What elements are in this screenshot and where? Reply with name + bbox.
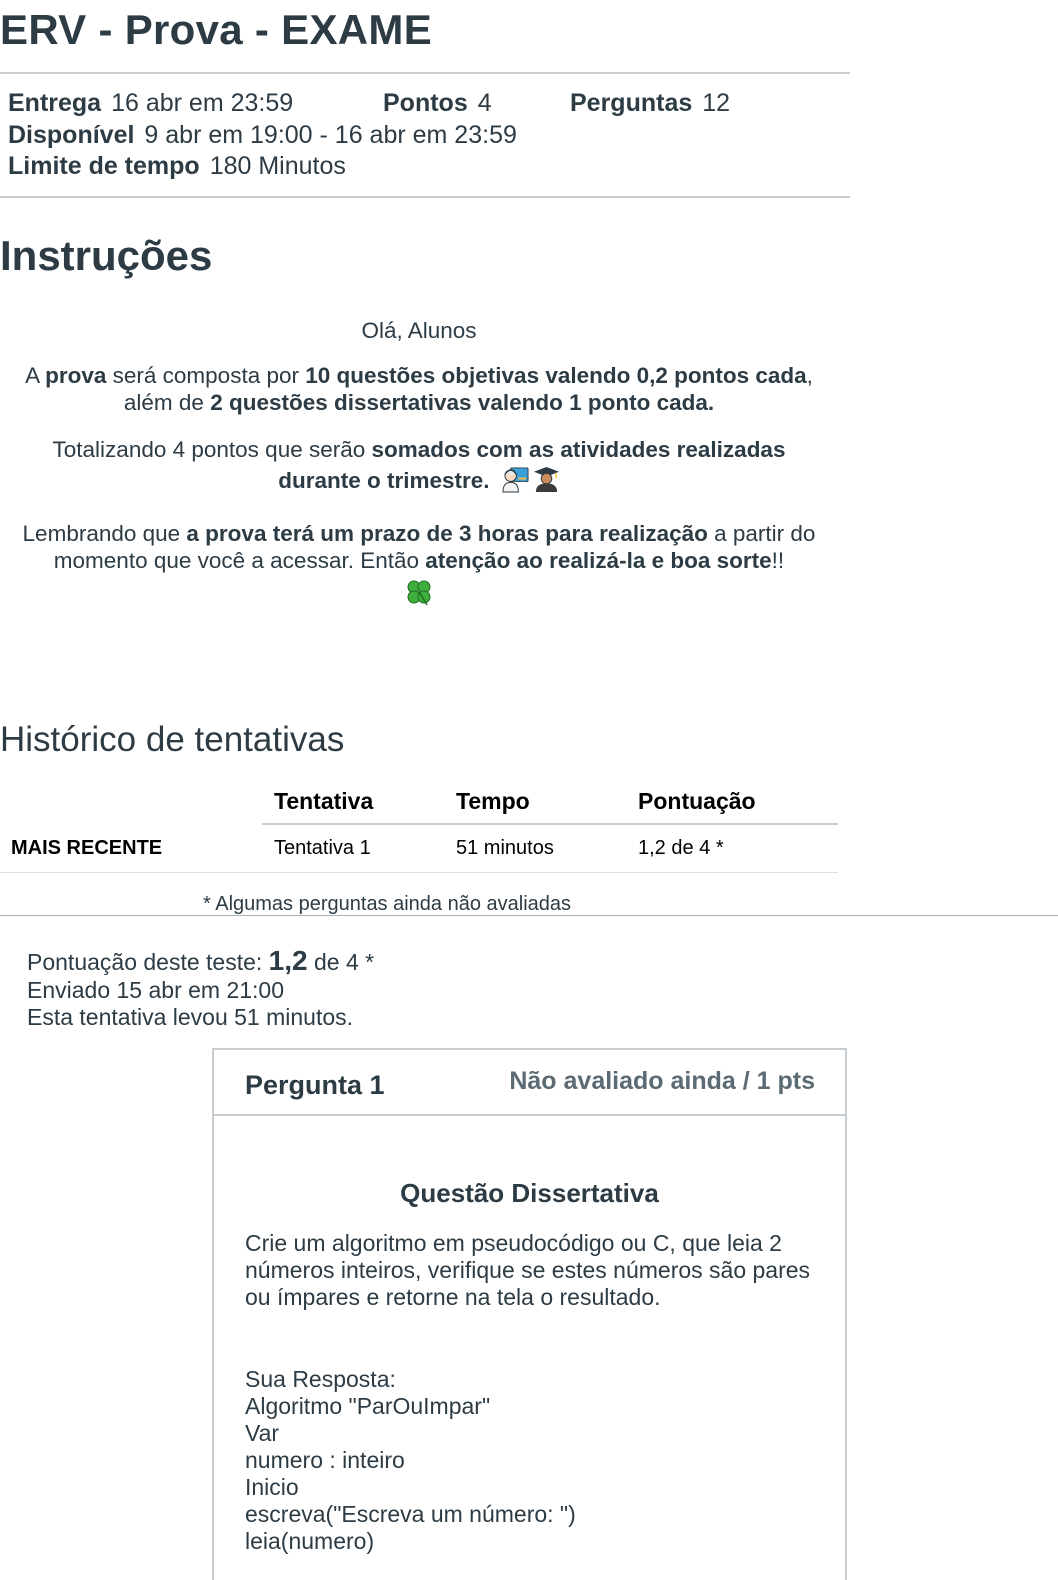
disponivel-label: Disponível	[8, 121, 135, 149]
four-leaf-clover-icon	[405, 578, 433, 606]
instructions-paragraph-3	[0, 520, 838, 574]
meta-entrega	[8, 89, 293, 118]
answer-line: leia(numero)	[245, 1528, 375, 1554]
disponivel-value: 9 abr em 19:00 - 16 abr em 23:59	[144, 121, 517, 149]
table-row-divider	[0, 872, 838, 873]
graduate-emoji-icon	[533, 466, 560, 493]
entrega-value: 16 abr em 23:59	[111, 89, 294, 117]
attempt-score: 1,2 de 4 *	[638, 837, 724, 859]
row-label: MAIS RECENTE	[11, 837, 163, 859]
meta-limite	[8, 152, 346, 181]
score-prefix: Pontuação deste teste:	[27, 949, 269, 975]
attempt-time: 51 minutos	[456, 837, 554, 859]
p3-bold-d: atenção ao realizá-la e boa sorte	[425, 548, 772, 573]
meta-perguntas	[570, 89, 730, 118]
submitted-date: Enviado 15 abr em 21:00	[27, 977, 285, 1003]
teacher-emoji-icon	[502, 466, 529, 493]
question-title: Pergunta 1	[245, 1070, 385, 1100]
p2-text-a: Totalizando 4 pontos que serão	[52, 437, 372, 462]
p1-text-e: , além de	[123, 363, 813, 415]
pontos-label: Pontos	[383, 89, 468, 117]
divider-top	[0, 72, 850, 74]
meta-pontos	[383, 89, 492, 118]
attempt-duration: Esta tentativa levou 51 minutos.	[27, 1004, 354, 1030]
question-card	[212, 1048, 847, 1580]
perguntas-label: Perguntas	[570, 89, 693, 117]
col-pontuacao: Pontuação	[638, 788, 756, 814]
answer-line: Var	[245, 1420, 280, 1446]
col-tentativa: Tentativa	[274, 788, 374, 814]
score-summary	[27, 945, 374, 977]
attempt-link[interactable]: Tentativa 1	[274, 837, 371, 859]
answer-line: Algoritmo "ParOuImpar"	[245, 1393, 491, 1419]
meta-disponivel	[8, 121, 517, 150]
p3-text-e: !!	[771, 548, 785, 573]
p3-text-a: Lembrando que	[22, 521, 187, 546]
p1-bold-f: 2 questões dissertativas valendo 1 ponto cada.	[210, 390, 715, 415]
entrega-label: Entrega	[8, 89, 102, 117]
table-header-divider	[262, 823, 838, 825]
history-footnote: * Algumas perguntas ainda não avaliadas	[203, 893, 572, 915]
p3-bold-b: a prova terá um prazo de 3 horas para realização	[186, 521, 708, 546]
answer-line: numero : inteiro	[245, 1447, 405, 1473]
col-tempo: Tempo	[456, 788, 530, 814]
pontos-value: 4	[477, 89, 492, 117]
answer-line: escreva("Escreva um número: ")	[245, 1501, 576, 1527]
instructions-heading: Instruções	[0, 232, 213, 279]
p2-bold-b: somados com as atividades realizadas durante o trimestre.	[278, 437, 786, 493]
limite-label: Limite de tempo	[8, 152, 200, 180]
p1-bold-b: prova	[45, 363, 107, 388]
p1-text-a: A	[25, 363, 46, 388]
page-title: ERV - Prova - EXAME	[0, 6, 433, 53]
instructions-paragraph-1	[20, 362, 818, 416]
score-suffix: de 4 *	[307, 949, 375, 975]
answer-line: Inicio	[245, 1474, 299, 1500]
p1-text-c: será composta por	[106, 363, 306, 388]
answer-line: Sua Resposta:	[245, 1366, 396, 1392]
score-value: 1,2	[268, 945, 308, 976]
divider-meta	[0, 196, 850, 198]
greeting: Olá, Alunos	[361, 318, 477, 343]
question-text: Crie um algoritmo em pseudocódigo ou C, que leia 2 números inteiros, verifique se estes números são pares ou ímpares e retorne na tela o resultado.	[245, 1230, 811, 1310]
perguntas-value: 12	[702, 89, 731, 117]
question-points: Não avaliado ainda / 1 pts	[509, 1067, 815, 1095]
divider-full	[0, 915, 1058, 916]
p3-text-c: a partir do momento que você a acessar. Então	[53, 521, 816, 573]
instructions-paragraph-2	[20, 434, 818, 496]
question-subtitle: Questão Dissertativa	[400, 1178, 659, 1208]
p1-bold-d: 10 questões objetivas valendo 0,2 pontos cada	[305, 363, 807, 388]
history-heading: Histórico de tentativas	[0, 720, 345, 759]
limite-value: 180 Minutos	[209, 152, 346, 180]
question-header	[214, 1050, 845, 1116]
